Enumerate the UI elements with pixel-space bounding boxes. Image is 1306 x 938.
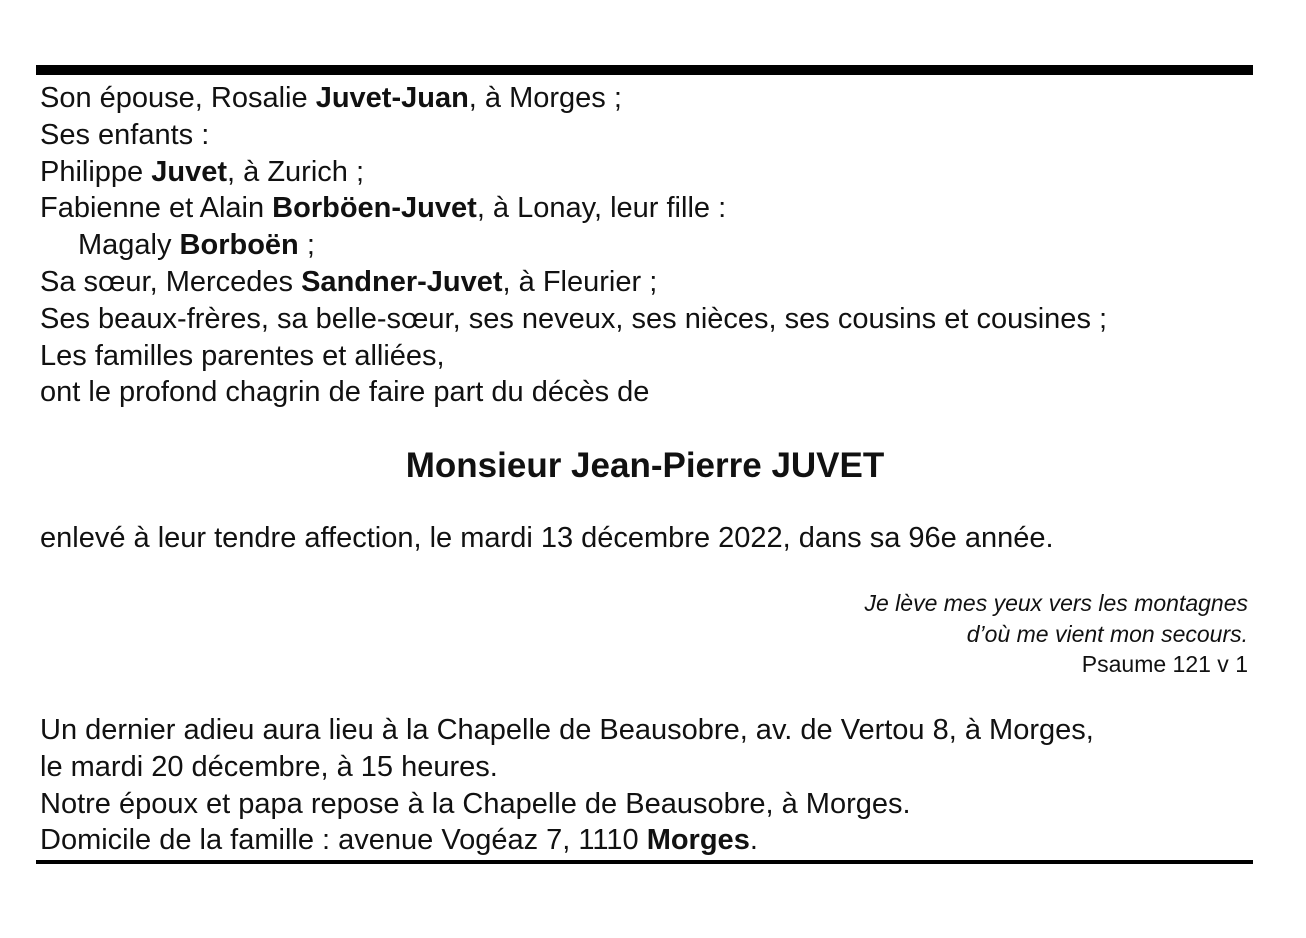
family-line-granddaughter: Magaly Borboën ; <box>78 229 315 262</box>
bottom-rule <box>36 860 1253 864</box>
family-line-daughter: Fabienne et Alain Borböen-Juvet, à Lonay, leur fille : <box>40 192 727 225</box>
psalm-quote <box>864 588 1248 680</box>
quote-line-2: d’où me vient mon secours. <box>966 620 1248 647</box>
death-notice-line: enlevé à leur tendre affection, le mardi 13 décembre 2022, dans sa 96e année. <box>40 522 1054 554</box>
ceremony-line-repose: Notre époux et papa repose à la Chapelle de Beausobre, à Morges. <box>40 787 911 820</box>
family-line-spouse: Son épouse, Rosalie Juvet-Juan, à Morges ; <box>40 82 622 114</box>
family-line-announcement: ont le profond chagrin de faire part du décès de <box>40 376 650 409</box>
deceased-name: Monsieur Jean-Pierre JUVET <box>405 446 885 485</box>
ceremony-line-domicile: Domicile de la famille : avenue Vogéaz 7, 1110 Morges. <box>40 824 758 857</box>
ceremony-details <box>40 712 1094 859</box>
family-line-in-laws: Ses beaux-frères, sa belle-sœur, ses neveux, ses nièces, ses cousins et cousines ; <box>40 302 1108 335</box>
top-rule <box>36 65 1253 75</box>
quote-line-1: Je lève mes yeux vers les montagnes <box>864 590 1248 616</box>
family-announcement <box>40 80 1107 411</box>
quote-reference: Psaume 121 v 1 <box>1081 651 1248 677</box>
ceremony-line-location: Un dernier adieu aura lieu à la Chapelle de Beausobre, av. de Vertou 8, à Morges, <box>40 714 1094 746</box>
ceremony-line-date: le mardi 20 décembre, à 15 heures. <box>40 750 498 783</box>
family-line-sister: Sa sœur, Mercedes Sandner-Juvet, à Fleurier ; <box>40 265 658 298</box>
family-line-son: Philippe Juvet, à Zurich ; <box>40 155 365 188</box>
family-line-children-heading: Ses enfants : <box>40 118 210 151</box>
family-line-relatives: Les familles parentes et alliées, <box>40 339 445 372</box>
